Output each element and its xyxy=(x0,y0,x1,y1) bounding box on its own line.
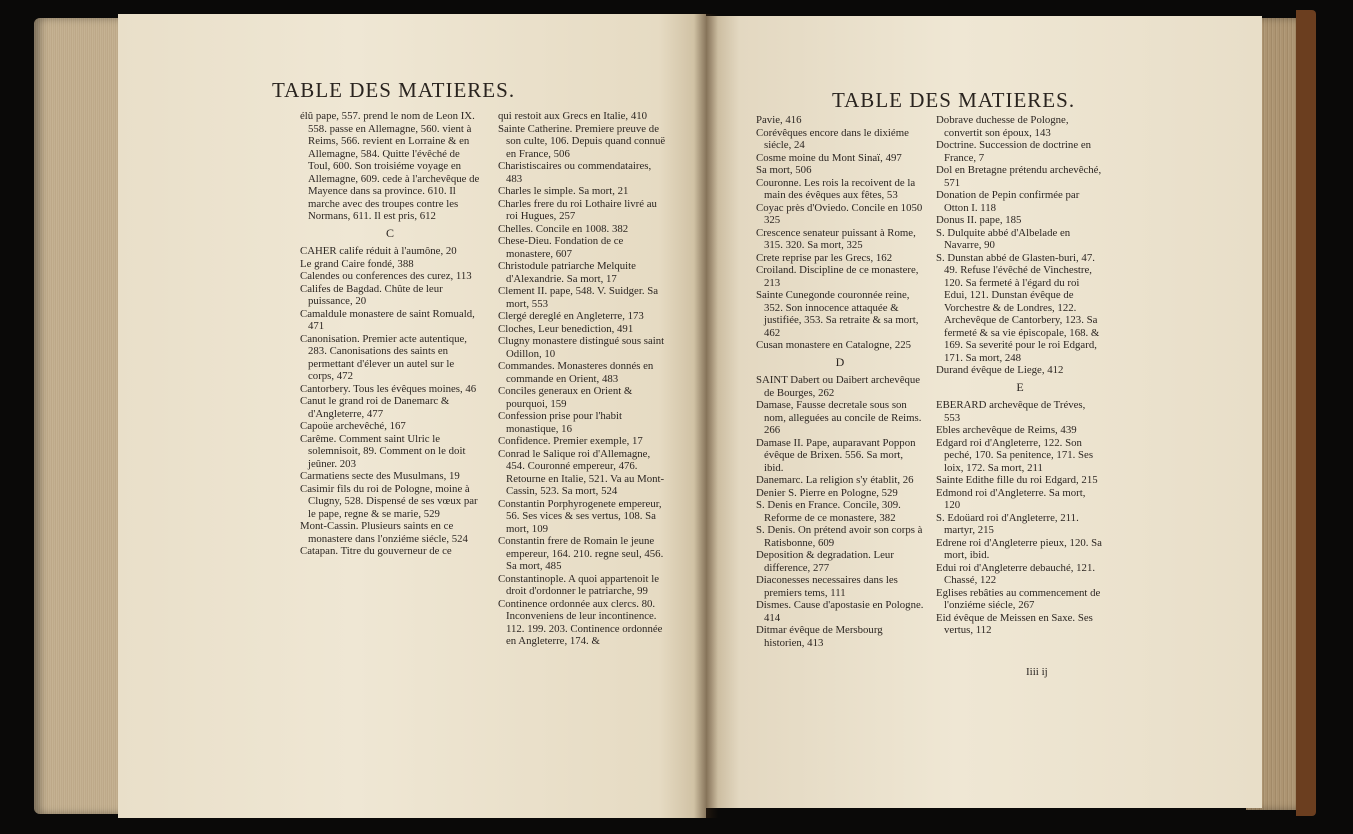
right-column-2 xyxy=(936,114,1104,637)
section-letter: D xyxy=(835,354,845,369)
index-entry: Dobrave duchesse de Pologne, convertit son époux, 143 xyxy=(936,114,1069,139)
index-entry: S. Dulquite abbé d'Albelade en Navarre, 90 xyxy=(936,226,1071,251)
index-entry: Sainte Cunegonde couronnée reine, 352. Son innocence attaquée & justifiée, 353. Sa retraite & sa mort, 462 xyxy=(756,289,919,339)
index-entry: Dol en Bretagne prétendu archevêché, 571 xyxy=(936,164,1102,189)
index-entry: Conrad le Salique roi d'Allemagne, 454. Couronné empereur, 476. Retourne en Italie, 521. Va au Mont-Cassin, 523. Sa mort, 524 xyxy=(498,447,665,497)
index-entry: S. Denis en France. Concile, 309. Reforme de ce monastere, 382 xyxy=(756,499,901,524)
index-entry: Carmatiens secte des Musulmans, 19 xyxy=(300,470,460,482)
index-entry: élû pape, 557. prend le nom de Leon IX. 558. passe en Allemagne, 560. vient à Reims, 566. revient en Lorraine & en Allemagne, 584. Quitte l'évêché de Toul, 600. Son troisiéme voyage en Allemagne, 609. cede à l'archevêque de Mayence dans sa province. 610. Il marche avec des troupes contre les Normans, 611. Il est pris, 612 xyxy=(300,110,480,222)
index-entry: Constantin Porphyrogenete empereur, 56. Ses vices & ses vertus, 108. Sa mort, 109 xyxy=(498,497,662,535)
index-entry: Edui roi d'Angleterre debauché, 121. Chassé, 122 xyxy=(936,561,1096,586)
index-entry: Cloches, Leur benediction, 491 xyxy=(498,322,634,335)
index-entry: Damase II. Pape, auparavant Poppon évêque de Brixen. 556. Sa mort, ibid. xyxy=(756,436,916,474)
left-page-title: TABLE DES MATIERES. xyxy=(272,78,516,102)
index-entry: Catapan. Titre du gouverneur de ce xyxy=(300,545,452,557)
index-entry: Pavie, 416 xyxy=(756,114,802,126)
signature-mark: Iiii ij xyxy=(1026,666,1048,678)
index-entry: Chese-Dieu. Fondation de ce monastere, 607 xyxy=(498,235,624,260)
index-entry: Chelles. Concile en 1008. 382 xyxy=(498,222,629,235)
index-entry: EBERARD archevêque de Tréves, 553 xyxy=(936,399,1086,424)
left-page xyxy=(118,14,706,818)
index-entry: Charles le simple. Sa mort, 21 xyxy=(498,185,629,197)
index-entry: Constantin frere de Romain le jeune empereur, 164. 210. regne seul, 456. Sa mort, 485 xyxy=(498,535,664,572)
index-entry: Mont-Cassin. Plusieurs saints en ce monastere dans l'onziéme siécle, 524 xyxy=(300,520,468,545)
index-entry: Confession prise pour l'habit monastique, 16 xyxy=(498,410,622,435)
index-entry: Capoüe archevêché, 167 xyxy=(300,420,406,432)
index-entry: Sainte Catherine. Premiere preuve de son culte, 106. Depuis quand connuë en France, 506 xyxy=(498,122,666,160)
right-page-title: TABLE DES MATIERES. xyxy=(832,88,1076,112)
index-entry: Eglises rebâties au commencement de l'onziéme siécle, 267 xyxy=(936,586,1101,611)
index-entry: Corévêques encore dans le dixiéme siécle, 24 xyxy=(756,126,909,151)
index-entry: S. Dunstan abbé de Glasten-buri, 47. 49. Refuse l'évêché de Vinchestre, 120. Sa fermeté à l'égard du roi Edui, 121. Dunstan évêque de Vorchestre & de Londres, 122. Archevêque de Cantorbery, 123. Sa fermeté & sa vie épiscopale, 168. & 169. Sa severité pour le roi Edgard, 171. Sa mort, 248 xyxy=(936,251,1100,364)
index-entry: Edrene roi d'Angleterre pieux, 120. Sa mort, ibid. xyxy=(936,536,1102,561)
index-entry: Continence ordonnée aux clercs. 80. Inconveniens de leur incontinence. 112. 199. 203. Continence ordonnée en Angleterre, 174. & xyxy=(498,597,663,647)
index-entry: Coyac près d'Oviedo. Concile en 1050 325 xyxy=(756,201,923,226)
index-entry: Donus II. pape, 185 xyxy=(936,214,1022,226)
index-entry: CAHER calife réduit à l'aumône, 20 xyxy=(300,245,457,257)
index-entry: Crete reprise par les Grecs, 162 xyxy=(756,251,893,264)
page-edges-left xyxy=(34,18,130,814)
index-entry: Califes de Bagdad. Chûte de leur puissance, 20 xyxy=(300,282,443,307)
right-page xyxy=(706,16,1262,808)
index-entry: Edgard roi d'Angleterre, 122. Son peché, 170. Sa penitence, 171. Ses loix, 172. Sa mort, 211 xyxy=(936,436,1094,474)
index-entry: Ditmar évêque de Mersbourg historien, 413 xyxy=(756,624,883,649)
index-entry: Cantorbery. Tous les évêques moines, 46 xyxy=(300,382,477,395)
left-column-2 xyxy=(498,110,666,648)
book-gutter xyxy=(694,14,718,818)
index-entry: Cusan monastere en Catalogne, 225 xyxy=(756,339,912,351)
book-binding xyxy=(1296,10,1316,816)
index-entry: Damase, Fausse decretale sous son nom, alleguées au concile de Reims. 266 xyxy=(756,399,922,436)
index-entry: Clergé dereglé en Angleterre, 173 xyxy=(498,310,644,322)
index-entry: Cosme moine du Mont Sinaï, 497 xyxy=(756,151,902,164)
index-entry: Clement II. pape, 548. V. Suidger. Sa mort, 553 xyxy=(498,285,659,310)
index-entry: Danemarc. La religion s'y établit, 26 xyxy=(756,474,914,486)
index-entry: Doctrine. Succession de doctrine en France, 7 xyxy=(936,139,1092,164)
index-entry: Confidence. Premier exemple, 17 xyxy=(498,435,643,447)
index-entry: Charistiscaires ou commendataires, 483 xyxy=(498,160,652,185)
index-entry: Canut le grand roi de Danemarc & d'Angleterre, 477 xyxy=(300,395,450,420)
index-entry: S. Denis. On prétend avoir son corps à Ratisbonne, 609 xyxy=(756,524,923,549)
section-letter: C xyxy=(385,225,394,240)
index-entry: Couronne. Les rois la recoivent de la main des évêques aux fêtes, 53 xyxy=(756,176,916,201)
index-entry: Christodule patriarche Melquite d'Alexandrie. Sa mort, 17 xyxy=(498,260,636,285)
index-entry: Crescence senateur puissant à Rome, 315. 320. Sa mort, 325 xyxy=(756,226,916,251)
right-column-1 xyxy=(756,114,924,649)
index-entry: Commandes. Monasteres donnés en commande en Orient, 483 xyxy=(498,360,654,385)
index-entry: Clugny monastere distingué sous saint Odillon, 10 xyxy=(498,335,665,360)
index-entry: Carême. Comment saint Ulric le solemnisoit, 89. Comment on le doit jeûner. 203 xyxy=(300,432,466,470)
index-entry: Calendes ou conferences des curez, 113 xyxy=(300,270,472,282)
left-column-1 xyxy=(300,110,480,558)
index-entry: Canonisation. Premier acte autentique, 283. Canonisations des saints en permettant d'élever un autel sur le corps, 472 xyxy=(300,332,467,382)
index-entry: Durand évêque de Liege, 412 xyxy=(936,364,1064,376)
index-entry: SAINT Dabert ou Daibert archevêque de Bourges, 262 xyxy=(756,374,921,399)
index-entry: Dismes. Cause d'apostasie en Pologne. 414 xyxy=(756,599,924,624)
index-entry: Ebles archevêque de Reims, 439 xyxy=(936,424,1077,436)
index-entry: Deposition & degradation. Leur difference, 277 xyxy=(756,549,894,574)
index-entry: Le grand Caire fondé, 388 xyxy=(300,257,414,270)
index-entry: Sa mort, 506 xyxy=(756,164,812,176)
index-entry: Diaconesses necessaires dans les premiers tems, 111 xyxy=(756,574,898,599)
index-entry: Constantinople. A quoi appartenoit le droit d'ordonner le patriarche, 99 xyxy=(498,572,660,597)
section-letter: E xyxy=(1016,379,1024,394)
index-entry: Camaldule monastere de saint Romuald, 471 xyxy=(300,307,475,332)
index-entry: Casimir fils du roi de Pologne, moine à Clugny, 528. Dispensé de ses vœux par le pape, regne & se marie, 529 xyxy=(300,482,478,520)
index-entry: Charles frere du roi Lothaire livré au roi Hugues, 257 xyxy=(498,197,657,222)
index-entry: Denier S. Pierre en Pologne, 529 xyxy=(756,486,898,499)
index-entry: Edmond roi d'Angleterre. Sa mort, 120 xyxy=(936,486,1086,511)
index-entry: Donation de Pepin confirmée par Otton I. 118 xyxy=(936,189,1080,214)
index-entry: Conciles generaux en Orient & pourquoi, 159 xyxy=(498,385,633,410)
index-entry: S. Edoüard roi d'Angleterre, 211. martyr, 215 xyxy=(936,511,1079,536)
index-entry: Eid évêque de Meissen en Saxe. Ses vertus, 112 xyxy=(936,611,1093,636)
index-entry: qui restoit aux Grecs en Italie, 410 xyxy=(498,110,648,122)
index-entry: Sainte Edithe fille du roi Edgard, 215 xyxy=(936,474,1098,486)
index-entry: Croiland. Discipline de ce monastere, 213 xyxy=(756,264,919,289)
